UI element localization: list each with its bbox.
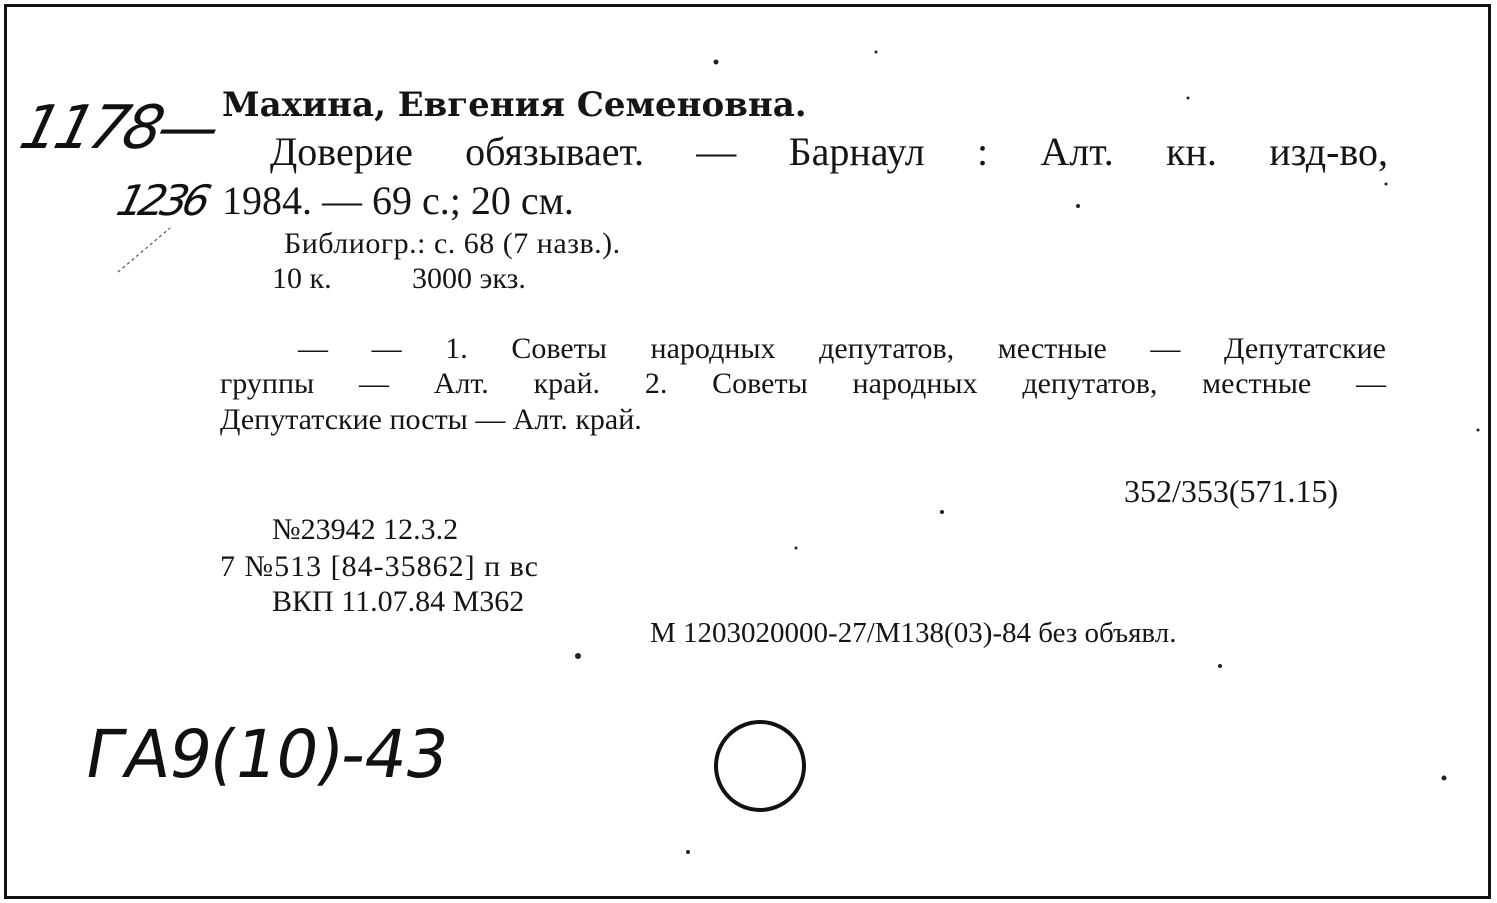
subjects-line-2: группы — Алт. край. 2. Советы народных депутатов, местные — (220, 367, 1386, 400)
title-line-1: Доверие обязывает. — Барнаул : Алт. кн. изд-во, (270, 129, 1388, 174)
catalog-line: 7 №513 [84-35862] п вс (220, 550, 539, 583)
handwritten-shelf-mark: ГА9(10)-43 (79, 716, 454, 793)
print-run: 3000 экз. (412, 262, 526, 295)
subjects-line-3: Депутатские посты — Алт. край. (220, 403, 642, 436)
order-number: №23942 12.3.2 (272, 513, 459, 546)
subjects-line-1: — — 1. Советы народных депутатов, местные — Депутатские (298, 332, 1386, 365)
handwritten-number-bottom: 1236 (112, 176, 212, 225)
author-heading: Махина, Евгения Семеновна. (222, 85, 807, 125)
index-line: М 1203020000-27/М138(03)-84 без объявл. (650, 617, 1177, 649)
scan-specks (575, 51, 1480, 855)
price: 10 к. (272, 262, 332, 295)
classification-code: 352/353(571.15) (1124, 473, 1339, 509)
handwritten-number-top: 1178— (13, 93, 224, 163)
title-line-2: 1984. — 69 с.; 20 см. (222, 178, 574, 223)
bibliography-note: Библиогр.: с. 68 (7 назв.). (284, 227, 621, 260)
punch-hole (716, 722, 804, 810)
pencil-stroke (118, 228, 170, 272)
vkp-line: ВКП 11.07.84 М362 (272, 585, 525, 618)
